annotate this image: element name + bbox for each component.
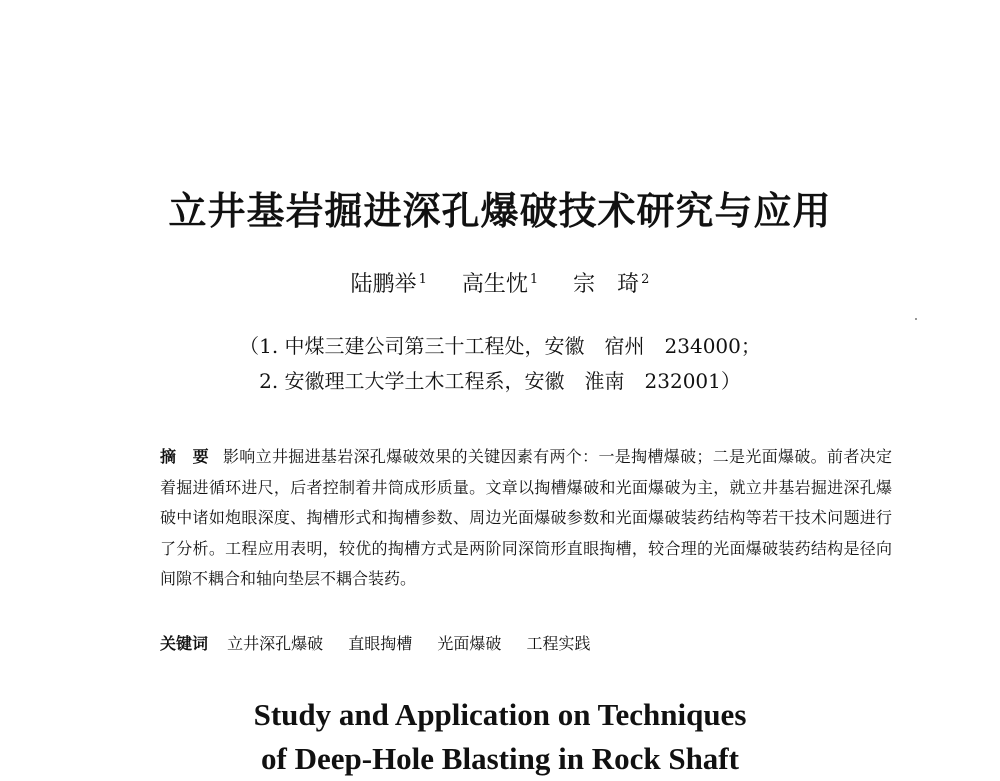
scan-speck	[915, 318, 917, 320]
affiliation-line-2: 2. 安徽理工大学土木工程系，安徽 淮南 232001）	[259, 369, 741, 393]
abstract-label: 摘 要	[160, 447, 209, 466]
keyword: 立井深孔爆破	[227, 634, 324, 653]
author-name: 陆鹏举	[350, 272, 417, 297]
author	[351, 267, 427, 298]
keywords-label: 关键词	[160, 634, 209, 653]
author-affiliation-mark: 2	[641, 271, 650, 287]
chinese-title: 立井基岩掘进深孔爆破技术研究与应用	[168, 188, 832, 233]
keyword: 工程实践	[526, 634, 591, 653]
keyword: 直眼掏槽	[348, 634, 413, 653]
english-title-line-2: of Deep-Hole Blasting in Rock Shaft	[261, 741, 739, 776]
keyword: 光面爆破	[437, 634, 502, 653]
author-name: 宗 琦	[573, 272, 640, 297]
affiliation-line-1: （1. 中煤三建公司第三十工程处，安徽 宿州 234000；	[239, 334, 761, 358]
abstract	[160, 442, 892, 595]
author	[462, 267, 538, 298]
author-affiliation-mark: 1	[418, 271, 427, 287]
english-title	[0, 693, 1000, 781]
author-list	[0, 267, 1000, 298]
keywords	[160, 631, 892, 654]
english-title-line-1: Study and Application on Techniques	[253, 697, 747, 732]
author-name: 高生忱	[461, 272, 528, 297]
author-affiliation-mark: 1	[529, 271, 539, 287]
author	[573, 267, 649, 298]
abstract-text: 影响立井掘进基岩深孔爆破效果的关键因素有两个：一是掏槽爆破；二是光面爆破。前者决定着掘进循环进尺，后者控制着井筒成形质量。文章以掏槽爆破和光面爆破为主，就立井基岩掘进深孔爆破中诸如炮眼深度、掏槽形式和掏槽参数、周边光面爆破参数和光面爆破装药结构等若干技术问题进行了分析。工程应用表明，较优的掏槽方式是两阶同深筒形直眼掏槽，较合理的光面爆破装药结构是径向间隙不耦合和轴向垫层不耦合装药。	[160, 447, 892, 588]
